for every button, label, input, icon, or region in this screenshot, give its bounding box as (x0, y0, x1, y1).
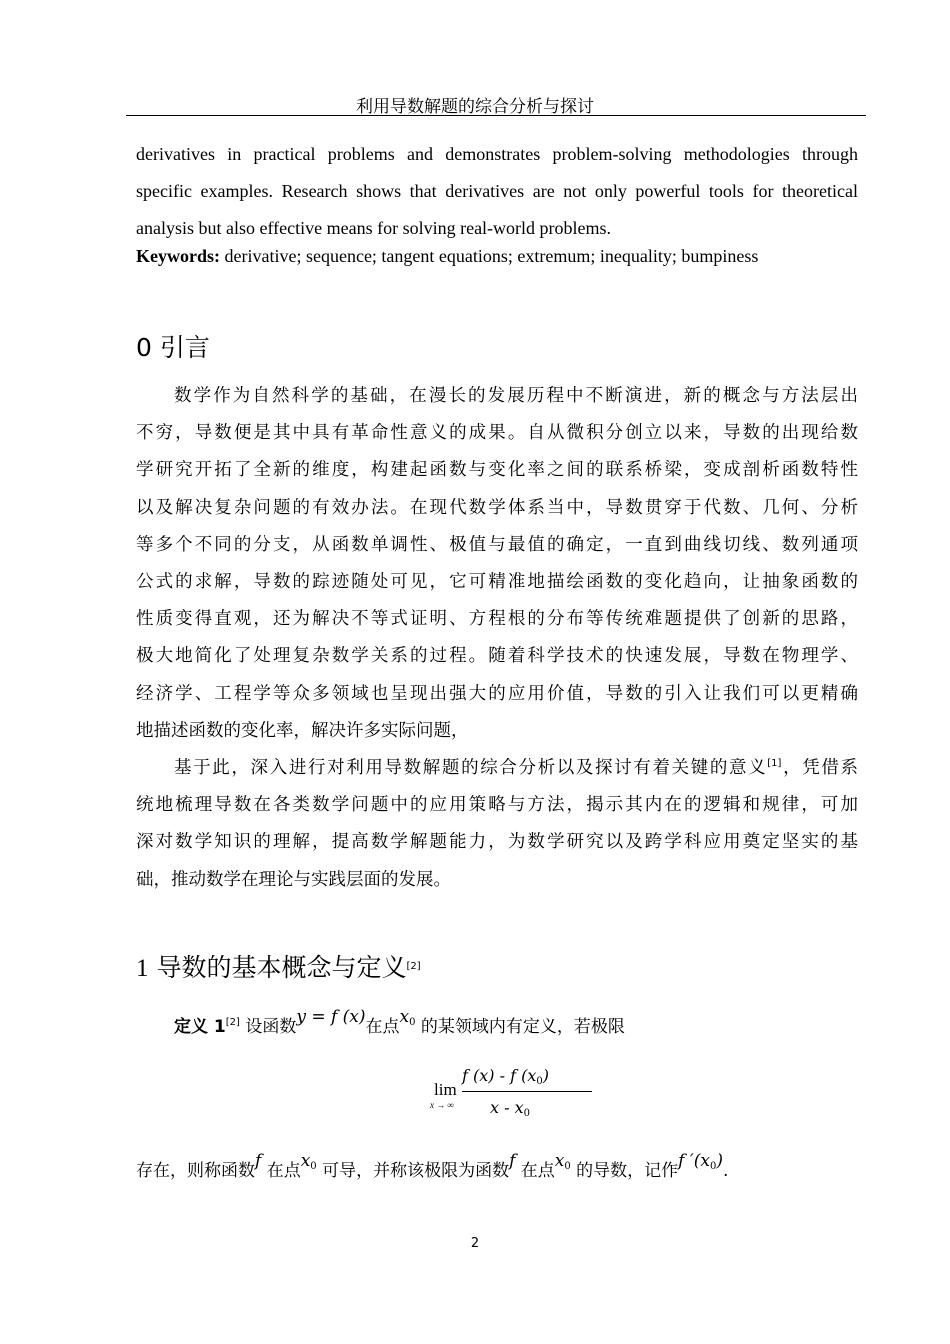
paragraph-line: 学研究开拓了全新的维度，构建起函数与变化率之间的联系桥梁，变成剖析函数特性 (136, 460, 858, 481)
section-title: 导数的基本概念与定义 (148, 953, 407, 982)
conclusion-text: 的导数，记作 (570, 1161, 679, 1181)
conclusion-text: 在点 (261, 1161, 301, 1181)
definition-text: 设函数 (239, 1017, 297, 1037)
abstract-line: analysis but also effective means for solving real-world problems. (136, 218, 612, 238)
paragraph-line: 深对数学知识的理解，提高数学解题能力，为数学研究以及跨学科应用奠定坚实的基 (136, 832, 858, 853)
limit-operator: lim (434, 1080, 457, 1099)
limit-formula (428, 1066, 588, 1126)
fraction-bar (462, 1091, 592, 1092)
keywords-line (136, 246, 758, 267)
paragraph-line: 地描述函数的变化率，解决许多实际问题， (136, 720, 469, 741)
point-variable: x0 (300, 1151, 317, 1172)
keywords-text: derivative; sequence; tangent equations; extremum; inequality; bumpiness (220, 246, 759, 266)
citation-ref: [1] (767, 758, 782, 769)
paragraph-line: 性质变得直观，还为解决不等式证明、方程根的分布等传统难题提供了创新的思路， (136, 609, 858, 630)
intro-paragraph-1 (136, 378, 858, 750)
section-1-heading (136, 948, 421, 984)
keywords-label: Keywords: (136, 246, 220, 266)
paragraph-line: 以及解决复杂问题的有效办法。在现代数学体系当中，导数贯穿于代数、几何、分析 (136, 497, 858, 518)
function-expression: y = f (x) (296, 1007, 366, 1027)
paragraph-text: 基于此，深入进行对利用导数解题的综合分析以及探讨有着关键的意义 (174, 758, 768, 778)
section-0-heading: 0 引言 (136, 333, 210, 362)
point-variable: x0 (399, 1007, 416, 1028)
paragraph-line: 数学作为自然科学的基础，在漫长的发展历程中不断演进，新的概念与方法层出 (174, 386, 858, 406)
function-symbol: f (509, 1151, 516, 1171)
definition-text: 的某领域内有定义，若极限 (415, 1017, 625, 1037)
fraction-numerator: f (x) - f (x0) (462, 1066, 549, 1087)
definition-1 (174, 1007, 625, 1037)
section-number: 1 (136, 955, 149, 982)
conclusion-period: . (722, 1161, 729, 1181)
abstract-line: derivatives in practical problems and demonstrates problem-solving methodologies through (136, 144, 858, 164)
paragraph-line: 统地梳理导数在各类数学问题中的应用策略与方法，揭示其内在的逻辑和规律，可加 (136, 795, 858, 816)
header-rule (126, 115, 866, 116)
paragraph-line (136, 750, 858, 787)
citation-ref: [2] (225, 1017, 240, 1028)
fraction-denominator: x - x0 (490, 1098, 530, 1119)
paragraph-line: 础，推动数学在理论与实践层面的发展。 (136, 869, 451, 890)
derivative-notation: f ′(x0) (678, 1151, 723, 1172)
abstract-continuation (136, 136, 858, 247)
definition-label: 定义 1 (174, 1017, 226, 1037)
paragraph-line: 极大地简化了处理复杂数学关系的过程。随着科学技术的快速发展，导数在物理学、 (136, 646, 858, 667)
paragraph-line: 等多个不同的分支，从函数单调性、极值与最值的确定，一直到曲线切线、数列通项 (136, 534, 858, 555)
citation-ref: [2] (406, 961, 421, 972)
page-number: 2 (470, 1236, 480, 1251)
definition-text: 在点 (365, 1017, 400, 1037)
paragraph-line: 不穷，导数便是其中具有革命性意义的成果。自从微积分创立以来，导数的出现给数 (136, 423, 858, 444)
conclusion-text: 在点 (515, 1161, 555, 1181)
paragraph-text: ，凭借系 (781, 758, 859, 778)
intro-paragraph-2 (136, 750, 858, 899)
limit-subscript: x → ∞ (430, 1100, 454, 1110)
paragraph-line: 经济学、工程学等众多领域也呈现出强大的应用价值，导数的引入让我们可以更精确 (136, 683, 858, 704)
paragraph-line: 公式的求解，导数的踪迹随处可见，它可精准地描绘函数的变化趋向，让抽象函数的 (136, 572, 858, 593)
conclusion-text: 可导，并称该极限为函数 (316, 1161, 510, 1181)
point-variable: x0 (554, 1151, 571, 1172)
running-header: 利用导数解题的综合分析与探讨 (356, 97, 594, 117)
function-symbol: f (255, 1151, 262, 1171)
abstract-line: specific examples. Research shows that derivatives are not only powerful tools for theoretical (136, 181, 858, 201)
conclusion-text: 存在，则称函数 (136, 1161, 255, 1181)
definition-conclusion (136, 1151, 729, 1181)
